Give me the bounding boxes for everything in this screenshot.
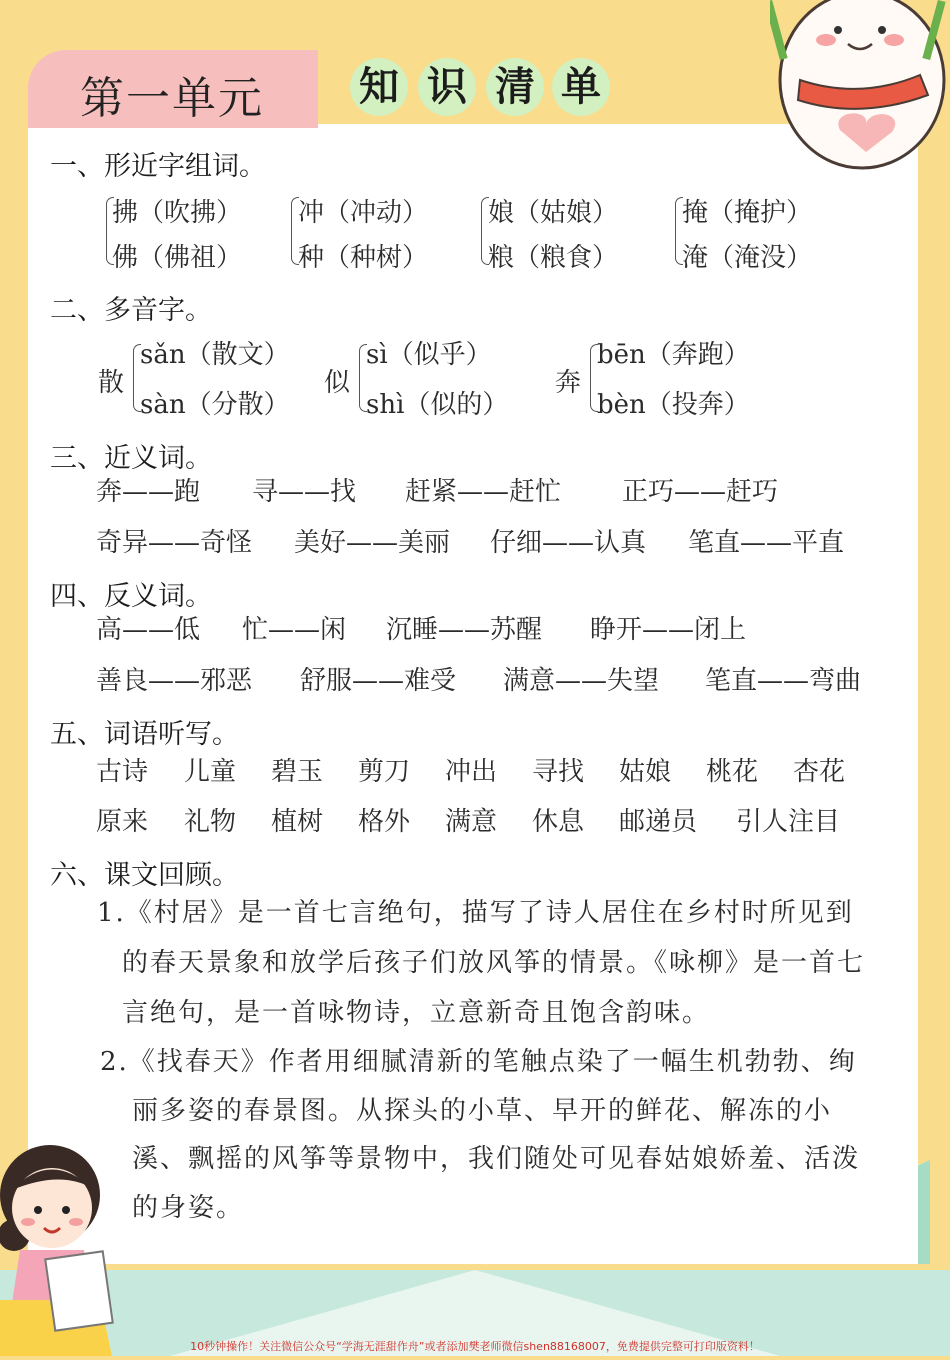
- reading: bēn（奔跑）: [597, 340, 750, 370]
- dictation-word: 邮递员: [619, 807, 698, 837]
- synonym-pair: 美好——美丽: [294, 528, 451, 558]
- dictation-word: 杏花: [793, 757, 846, 787]
- synonym-pair: 正巧——赶巧: [622, 477, 779, 507]
- footer-notice: 10秒钟操作！关注微信公众号“学海无涯甜作舟”或者添加樊老师微信shen88168007，免费提供完整可打印版资料！: [190, 1340, 760, 1353]
- word-pair: 种（种树）: [298, 243, 429, 273]
- antonym-pair: 舒服——难受: [300, 666, 457, 696]
- dictation-word: 原来: [96, 807, 149, 837]
- girl-reading-illustration: [0, 1130, 130, 1360]
- antonym-pair: 满意——失望: [503, 666, 660, 696]
- antonym-pair: 高——低: [96, 615, 201, 645]
- title-char-4: 单: [552, 58, 610, 116]
- review-line: 的春天景象和放学后孩子们放风筝的情景。《咏柳》是一首七: [122, 948, 866, 978]
- polyphone-char: 散: [98, 368, 125, 398]
- reading: sì（似乎）: [366, 340, 492, 370]
- dictation-word: 冲出: [445, 757, 498, 787]
- antonym-pair: 沉睡——苏醒: [386, 615, 543, 645]
- section-heading-3: 三、近义词。: [50, 443, 212, 474]
- title-char-3: 清: [486, 58, 544, 116]
- synonym-pair: 奔——跑: [96, 477, 201, 507]
- word-pair: 淹（淹没）: [682, 243, 813, 273]
- antonym-pair: 忙——闲: [242, 615, 347, 645]
- review-line: 言绝句，是一首咏物诗，立意新奇且饱含韵味。: [122, 998, 711, 1028]
- word-pair: 冲（冲动）: [298, 198, 429, 228]
- dictation-word: 植树: [271, 807, 324, 837]
- review-line: 1.《村居》是一首七言绝句，描写了诗人居住在乡村时所见到: [97, 898, 854, 928]
- dictation-word: 桃花: [706, 757, 759, 787]
- antonym-pair: 睁开——闭上: [590, 615, 747, 645]
- antonym-pair: 善良——邪恶: [96, 666, 253, 696]
- section-heading-2: 二、多音字。: [50, 295, 212, 326]
- dictation-word: 格外: [358, 807, 411, 837]
- word-pair: 掩（掩护）: [682, 198, 813, 228]
- synonym-pair: 笔直——平直: [688, 528, 845, 558]
- polyphone-char: 似: [324, 368, 351, 398]
- review-line: 的身姿。: [132, 1193, 245, 1223]
- section-heading-6: 六、课文回顾。: [50, 860, 239, 891]
- unit-title: 第一单元: [80, 73, 264, 124]
- polyphone-char: 奔: [555, 368, 582, 398]
- dictation-word: 满意: [445, 807, 498, 837]
- section-heading-1: 一、形近字组词。: [50, 151, 266, 182]
- reading: sǎn（散文）: [140, 340, 290, 370]
- dictation-word: 礼物: [184, 807, 237, 837]
- dictation-word: 休息: [532, 807, 585, 837]
- review-line: 溪、飘摇的风筝等景物中，我们随处可见春姑娘娇羞、活泼: [132, 1144, 861, 1174]
- word-pair: 粮（粮食）: [488, 243, 619, 273]
- synonym-pair: 奇异——奇怪: [96, 528, 253, 558]
- reading: bèn（投奔）: [597, 390, 750, 420]
- review-line: 丽多姿的春景图。从探头的小草、早开的鲜花、解冻的小: [132, 1096, 833, 1126]
- word-pair: 佛（佛祖）: [112, 243, 243, 273]
- antonym-pair: 笔直——弯曲: [705, 666, 862, 696]
- synonym-pair: 仔细——认真: [490, 528, 647, 558]
- section-heading-4: 四、反义词。: [50, 581, 212, 612]
- dictation-word: 儿童: [184, 757, 237, 787]
- reading: sàn（分散）: [140, 390, 290, 420]
- word-pair: 娘（姑娘）: [488, 198, 619, 228]
- section-heading-5: 五、词语听写。: [50, 719, 239, 750]
- bunny-mascot-illustration: [770, 0, 950, 190]
- dictation-word: 碧玉: [271, 757, 324, 787]
- dictation-word: 寻找: [532, 757, 585, 787]
- dictation-word: 古诗: [96, 757, 149, 787]
- synonym-pair: 赶紧——赶忙: [405, 477, 562, 507]
- dictation-word: 引人注目: [736, 807, 841, 837]
- title-char-1: 知: [350, 58, 408, 116]
- synonym-pair: 寻——找: [252, 477, 357, 507]
- review-line: 2.《找春天》作者用细腻清新的笔触点染了一幅生机勃勃、绚: [100, 1047, 857, 1077]
- title-char-2: 识: [418, 58, 476, 116]
- reading: shì（似的）: [366, 390, 509, 420]
- word-pair: 拂（吹拂）: [112, 198, 243, 228]
- dictation-word: 姑娘: [619, 757, 672, 787]
- dictation-word: 剪刀: [358, 757, 411, 787]
